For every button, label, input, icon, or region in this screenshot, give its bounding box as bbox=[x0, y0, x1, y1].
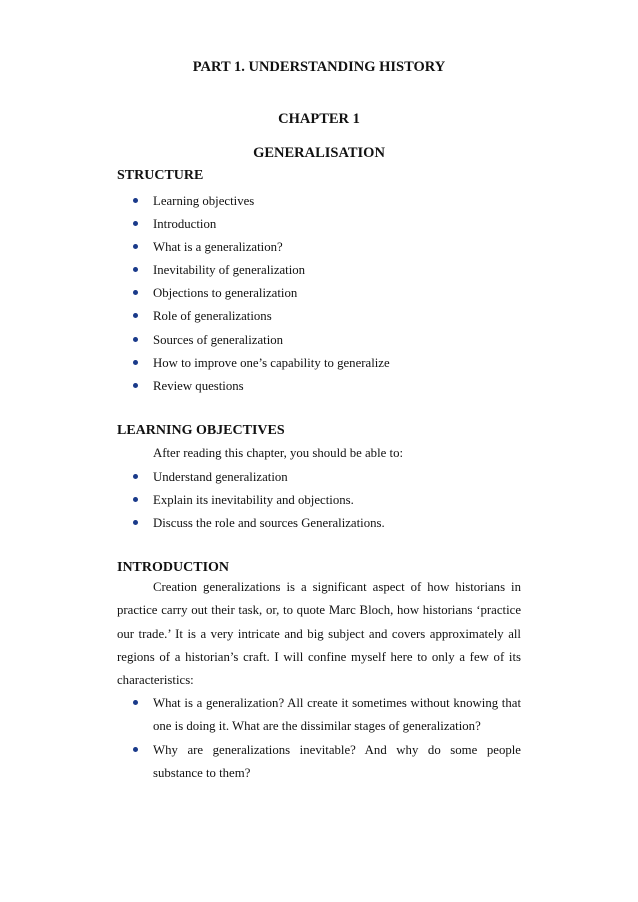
list-item: Inevitability of generalization bbox=[0, 262, 390, 285]
learning-objectives-lead: After reading this chapter, you should be able to: bbox=[153, 446, 404, 460]
bullet-icon bbox=[133, 474, 138, 479]
list-item: Role of generalizations bbox=[0, 308, 390, 331]
introduction-heading: INTRODUCTION bbox=[117, 560, 230, 575]
introduction-paragraph: Creation generalizations is a significant aspect of how historians in practice carry out their task, or, to quote Marc Bloch, how historians ‘practice our trade.’ It is a very intricate and big subject and covers approximately all regions of a historian’s craft. I will confine myself here to only a few of its characteristics: bbox=[117, 580, 521, 688]
list-item: Understand generalization bbox=[0, 469, 385, 492]
bullet-icon bbox=[133, 313, 138, 318]
bullet-icon bbox=[133, 360, 138, 365]
structure-heading: STRUCTURE bbox=[117, 168, 204, 183]
list-item: Learning objectives bbox=[0, 193, 390, 216]
structure-list bbox=[0, 193, 390, 401]
bullet-icon bbox=[133, 290, 138, 295]
bullet-icon bbox=[133, 520, 138, 525]
list-item: Discuss the role and sources Generalizations. bbox=[0, 515, 385, 538]
bullet-icon bbox=[133, 497, 138, 502]
list-item: How to improve one’s capability to generalize bbox=[0, 355, 390, 378]
learning-objectives-heading: LEARNING OBJECTIVES bbox=[117, 423, 285, 438]
bullet-icon bbox=[133, 267, 138, 272]
bullet-icon bbox=[133, 221, 138, 226]
bullet-icon bbox=[133, 383, 138, 388]
list-item: Review questions bbox=[0, 378, 390, 401]
chapter-subtitle: GENERALISATION bbox=[253, 145, 385, 161]
bullet-icon bbox=[133, 244, 138, 249]
part-title: PART 1. UNDERSTANDING HISTORY bbox=[192, 59, 446, 75]
list-item: What is a generalization? All create it sometimes without knowing that one is doing it. What are the dissimilar stages of generalization? bbox=[153, 692, 521, 739]
list-item: What is a generalization? bbox=[0, 239, 390, 262]
list-item: Explain its inevitability and objections. bbox=[0, 492, 385, 515]
introduction-list bbox=[0, 692, 521, 785]
list-item: Introduction bbox=[0, 216, 390, 239]
chapter-title-text: CHAPTER 1 bbox=[278, 111, 360, 127]
learning-objectives-list bbox=[0, 469, 385, 538]
list-item: Sources of generalization bbox=[0, 332, 390, 355]
list-item: Objections to generalization bbox=[0, 285, 390, 308]
chapter-title bbox=[0, 111, 638, 128]
list-item: Why are generalizations inevitable? And why do some people substance to them? bbox=[153, 739, 521, 786]
bullet-icon bbox=[133, 337, 138, 342]
bullet-icon bbox=[133, 198, 138, 203]
bullet-icon bbox=[133, 747, 138, 752]
bullet-icon bbox=[133, 700, 138, 705]
